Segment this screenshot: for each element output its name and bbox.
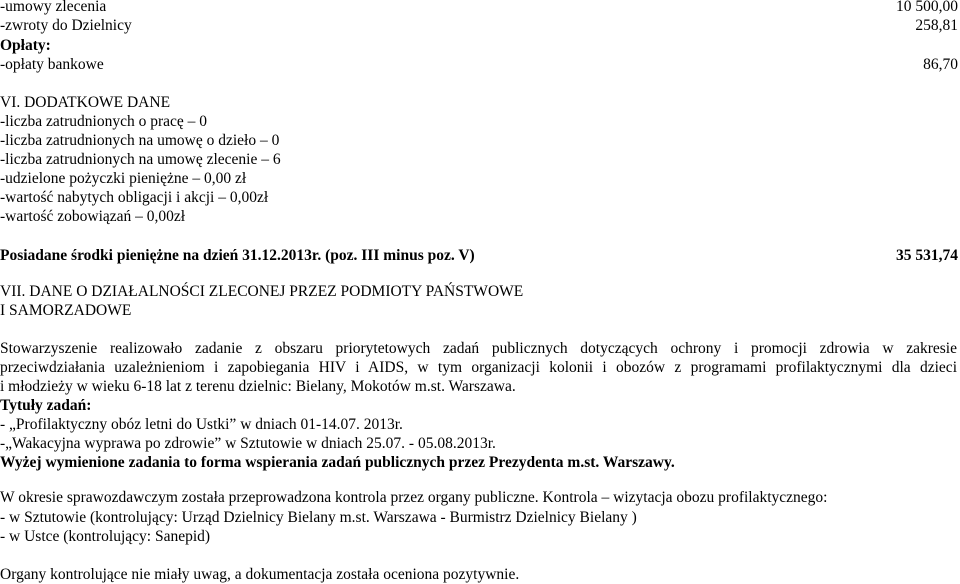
data-item: -liczba zatrudnionych na umowę zlecenie – 6	[0, 151, 281, 168]
data-item: -liczba zatrudnionych na umowę o dzieło – 0	[0, 132, 280, 149]
summary-text: Wyżej wymienione zadania to forma wspierania zadań publicznych przez Prezydenta m.st. Warszawy.	[0, 454, 675, 471]
conclusion-text: Organy kontrolujące nie miały uwag, a dokumentacja została oceniona pozytywnie.	[0, 566, 520, 583]
fees-heading: Opłaty:	[0, 37, 51, 54]
data-item: -wartość nabytych obligacji i akcji – 0,00zł	[0, 189, 269, 206]
finance-line-value: 10 500,00	[896, 0, 958, 15]
section-heading: VI. DODATKOWE DANE	[0, 94, 171, 111]
task-item: -„Wakacyjna wyprawa po zdrowie” w Sztutowie w dniach 25.07. - 05.08.2013r.	[0, 435, 496, 452]
control-item: - w Sztutowie (kontrolujący: Urząd Dzielnicy Bielany m.st. Warszawa - Burmistrz Dzielnicy Bielany )	[0, 509, 637, 526]
finance-line-value: 86,70	[923, 56, 958, 73]
cash-value: 35 531,74	[896, 247, 958, 264]
data-item: -udzielone pożyczki pieniężne – 0,00 zł	[0, 170, 247, 187]
finance-line-value: 258,81	[915, 17, 958, 34]
control-item: - w Ustce (kontrolujący: Sanepid)	[0, 528, 211, 545]
paragraph-line: przeciwdziałania uzależnieniom i zapobiegania HIV i AIDS, w tym organizacji kolonii i obozów z programami profilaktycznymi dla dzieci	[0, 359, 957, 376]
paragraph-line: Stowarzyszenie realizowało zadanie z obszaru priorytetowych zadań publicznych dotyczących ochrony i promocji zdrowia w zakresie	[0, 340, 957, 357]
section-heading: VII. DANE O DZIAŁALNOŚCI ZLECONEJ PRZEZ PODMIOTY PAŃSTWOWE	[0, 283, 524, 300]
finance-line-label: -opłaty bankowe	[0, 56, 104, 73]
tasks-heading: Tytuły zadań:	[0, 397, 92, 414]
finance-line-label: -zwroty do Dzielnicy	[0, 17, 132, 34]
task-item: - „Profilaktyczny obóz letni do Ustki” w dniach 01-14.07. 2013r.	[0, 416, 403, 433]
data-item: -liczba zatrudnionych o pracę – 0	[0, 113, 208, 130]
control-intro: W okresie sprawozdawczym została przeprowadzona kontrola przez organy publiczne. Kontrola – wizytacja obozu profilaktycznego:	[0, 489, 828, 506]
data-item: -wartość zobowiązań – 0,00zł	[0, 208, 186, 225]
finance-line-label: -umowy zlecenia	[0, 0, 107, 15]
cash-label: Posiadane środki pieniężne na dzień 31.12.2013r. (poz. III minus poz. V)	[0, 247, 475, 264]
paragraph-line: i młodzieży w wieku 6-18 lat z terenu dzielnic: Bielany, Mokotów m.st. Warszawa.	[0, 378, 516, 395]
section-heading-cont: I SAMORZADOWE	[0, 302, 132, 319]
